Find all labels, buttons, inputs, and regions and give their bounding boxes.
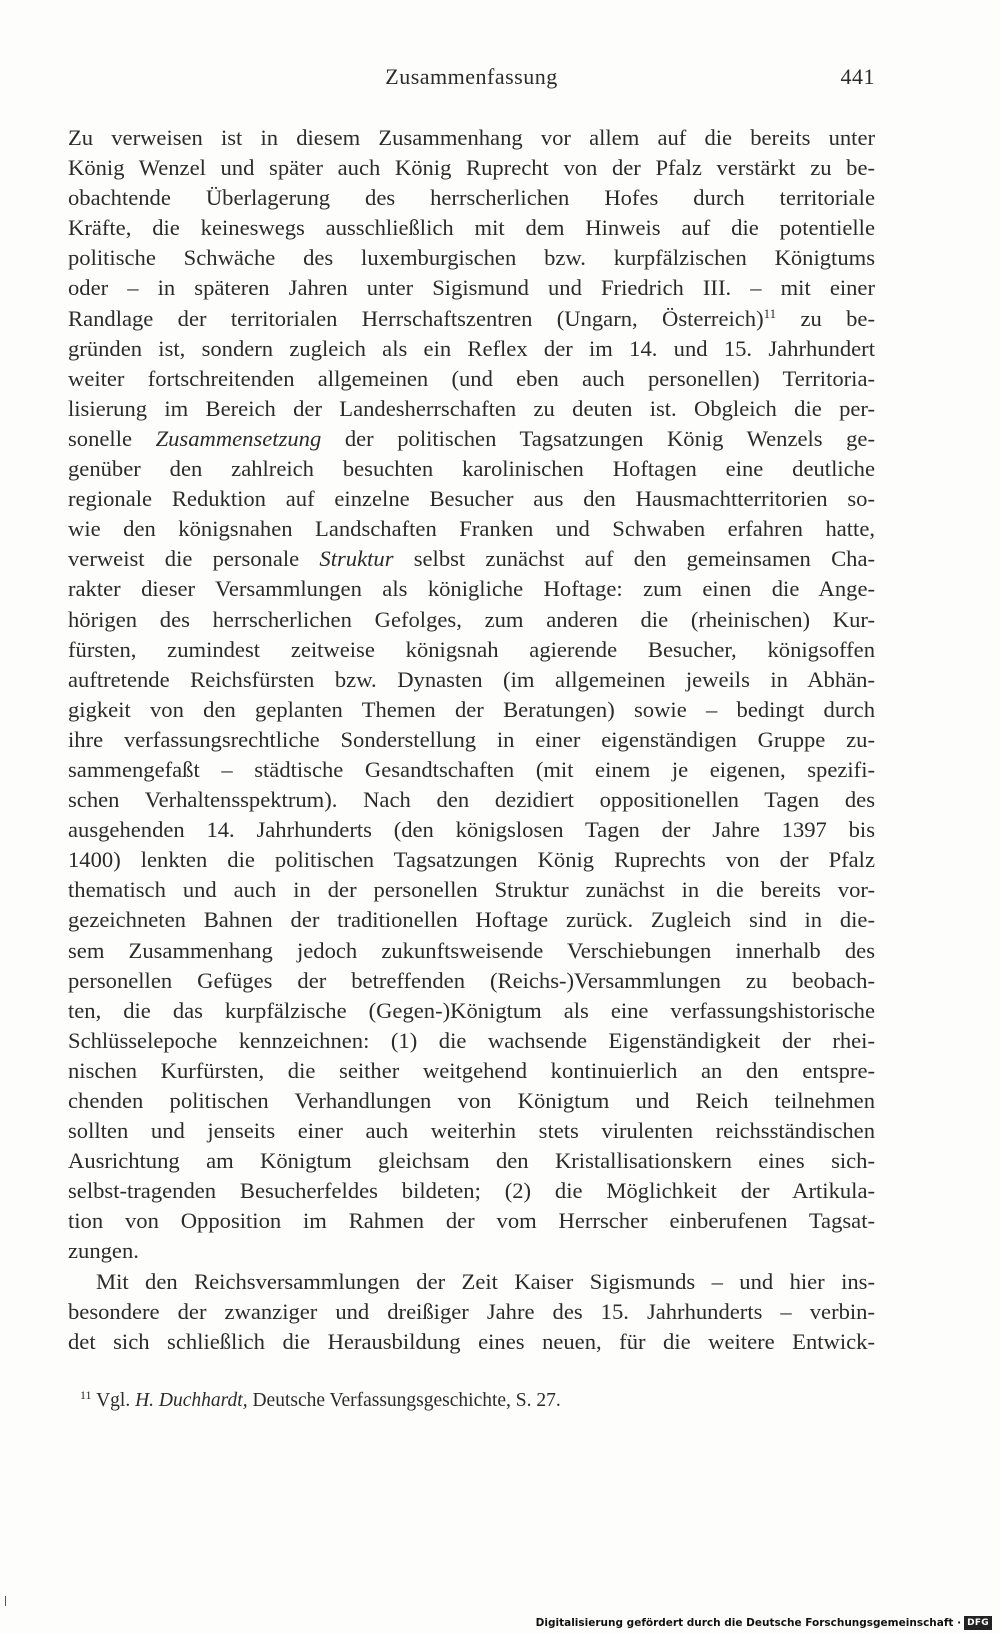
italic-term: Struktur — [319, 546, 394, 572]
text-fragment: Randlage der territorialen Herrschaftszentren (Ungarn, Österreich) — [68, 305, 764, 331]
body-text — [68, 123, 875, 1357]
text-line: 1400) lenkten die politischen Tagsatzungen König Ruprechts von der Pfalz — [68, 847, 875, 873]
footnote-author: H. Duchhardt, — [135, 1390, 248, 1411]
text-line: lisierung im Bereich der Landesherrschaften zu deuten ist. Obgleich die per- — [68, 395, 875, 421]
footnote-number: 11 — [80, 1388, 92, 1402]
text-line: besondere der zwanziger und dreißiger Jahre des 15. Jahrhunderts – verbin- — [68, 1298, 875, 1324]
text-line: rakter dieser Versammlungen als königliche Hoftage: zum einen die Ange- — [68, 576, 875, 602]
page-number: 441 — [840, 64, 875, 89]
text-line: politische Schwäche des luxemburgischen bzw. kurpfälzischen Königtums — [68, 245, 875, 271]
text-line: oder – in späteren Jahren unter Sigismund und Friedrich III. – mit einer — [68, 275, 875, 301]
text-line: gründen ist, sondern zugleich als ein Reflex der im 14. und 15. Jahrhundert — [68, 335, 875, 361]
digitization-credit — [536, 1616, 992, 1630]
text-fragment: sonelle — [68, 425, 132, 451]
text-line: sollten und jenseits einer auch weiterhin stets virulenten reichsständischen — [68, 1118, 875, 1144]
text-line — [68, 544, 875, 574]
text-line: gezeichneten Bahnen der traditionellen Hoftage zurück. Zugleich sind in die- — [68, 907, 875, 933]
text-line: schen Verhaltensspektrum). Nach den dezidiert oppositionellen Tagen des — [68, 787, 875, 813]
dfg-logo: DFG — [964, 1616, 992, 1630]
text-line: Kräfte, die keineswegs ausschließlich mit dem Hinweis auf die potentielle — [68, 215, 875, 241]
text-line: personellen Gefüges der betreffenden (Reichs-)Versammlungen zu beobach- — [68, 967, 875, 993]
scan-margin-mark — [5, 1596, 6, 1606]
text-line: zungen. — [68, 1238, 139, 1264]
text-line: regionale Reduktion auf einzelne Besucher aus den Hausmachtterritorien so- — [68, 486, 875, 512]
text-fragment: verweist die personale — [68, 546, 300, 572]
text-fragment: der politischen Tagsatzungen König Wenzels ge- — [321, 425, 875, 451]
text-line: det sich schließlich die Herausbildung eines neuen, für die weitere Entwick- — [68, 1328, 875, 1354]
text-line: wie den königsnahen Landschaften Franken und Schwaben erfahren hatte, — [68, 516, 875, 542]
text-line: weiter fortschreitenden allgemeinen (und eben auch personellen) Territoria- — [68, 365, 875, 391]
text-line: obachtende Überlagerung des herrscherlichen Hofes durch territoriale — [68, 185, 875, 211]
text-line: tion von Opposition im Rahmen der vom Herrscher einberufenen Tagsat- — [68, 1208, 875, 1234]
text-line: Zu verweisen ist in diesem Zusammenhang vor allem auf die bereits unter — [68, 125, 875, 150]
text-line: ihre verfassungsrechtliche Sonderstellung in einer eigenständigen Gruppe zu- — [68, 726, 875, 752]
italic-term: Zusammensetzung — [155, 425, 322, 451]
footnote — [80, 1390, 561, 1412]
text-line: auftretende Reichsfürsten bzw. Dynasten (im allgemeinen jeweils in Abhän- — [68, 666, 875, 692]
text-line: ten, die das kurpfälzische (Gegen-)Königtum als eine verfassungshistorische — [68, 997, 875, 1023]
text-line — [68, 304, 875, 334]
text-line: König Wenzel und später auch König Ruprecht von der Pfalz verstärkt zu be- — [68, 155, 875, 181]
running-title: Zusammenfassung — [385, 64, 558, 89]
text-line: sammengefaßt – städtische Gesandtschaften (mit einem je eigenen, spezifi- — [68, 756, 875, 782]
text-line: thematisch und auch in der personellen Struktur zunächst in die bereits vor- — [68, 877, 875, 903]
text-line — [68, 424, 875, 454]
footnote-prefix: Vgl. — [96, 1390, 131, 1411]
footnote-text: Deutsche Verfassungsgeschichte, S. 27. — [252, 1390, 561, 1411]
text-line: gigkeit von den geplanten Themen der Beratungen) sowie – bedingt durch — [68, 696, 875, 722]
text-line: Mit den Reichsversammlungen der Zeit Kaiser Sigismunds – und hier ins- — [96, 1268, 875, 1294]
text-line: chenden politischen Verhandlungen von Königtum und Reich teilnehmen — [68, 1088, 875, 1113]
text-fragment: selbst zunächst auf den gemeinsamen Cha- — [393, 546, 875, 572]
text-line: fürsten, zumindest zeitweise königsnah agierende Besucher, königsoffen — [68, 636, 875, 662]
text-line: Schlüsselepoche kennzeichnen: (1) die wachsende Eigenständigkeit der rhei- — [68, 1027, 875, 1053]
text-line: selbst-tragenden Besucherfeldes bildeten; (2) die Möglichkeit der Artikula- — [68, 1178, 875, 1204]
text-fragment: zu be- — [776, 305, 875, 331]
credit-text: Digitalisierung gefördert durch die Deutsche Forschungsgemeinschaft · — [535, 1617, 962, 1629]
text-line: nischen Kurfürsten, die seither weitgehend kontinuierlich an den entspre- — [68, 1057, 875, 1083]
text-line: hörigen des herrscherlichen Gefolges, zum anderen die (rheinischen) Kur- — [68, 606, 875, 632]
footnote-reference: 11 — [763, 305, 777, 321]
text-line: Ausrichtung am Königtum gleichsam den Kristallisationskern eines sich- — [68, 1148, 875, 1174]
text-line: ausgehenden 14. Jahrhunderts (den königslosen Tagen der Jahre 1397 bis — [68, 817, 875, 843]
text-line: sem Zusammenhang jedoch zukunftsweisende Verschiebungen innerhalb des — [68, 937, 875, 963]
running-head — [68, 64, 875, 98]
text-line: genüber den zahlreich besuchten karolinischen Hoftagen eine deutliche — [68, 456, 875, 482]
